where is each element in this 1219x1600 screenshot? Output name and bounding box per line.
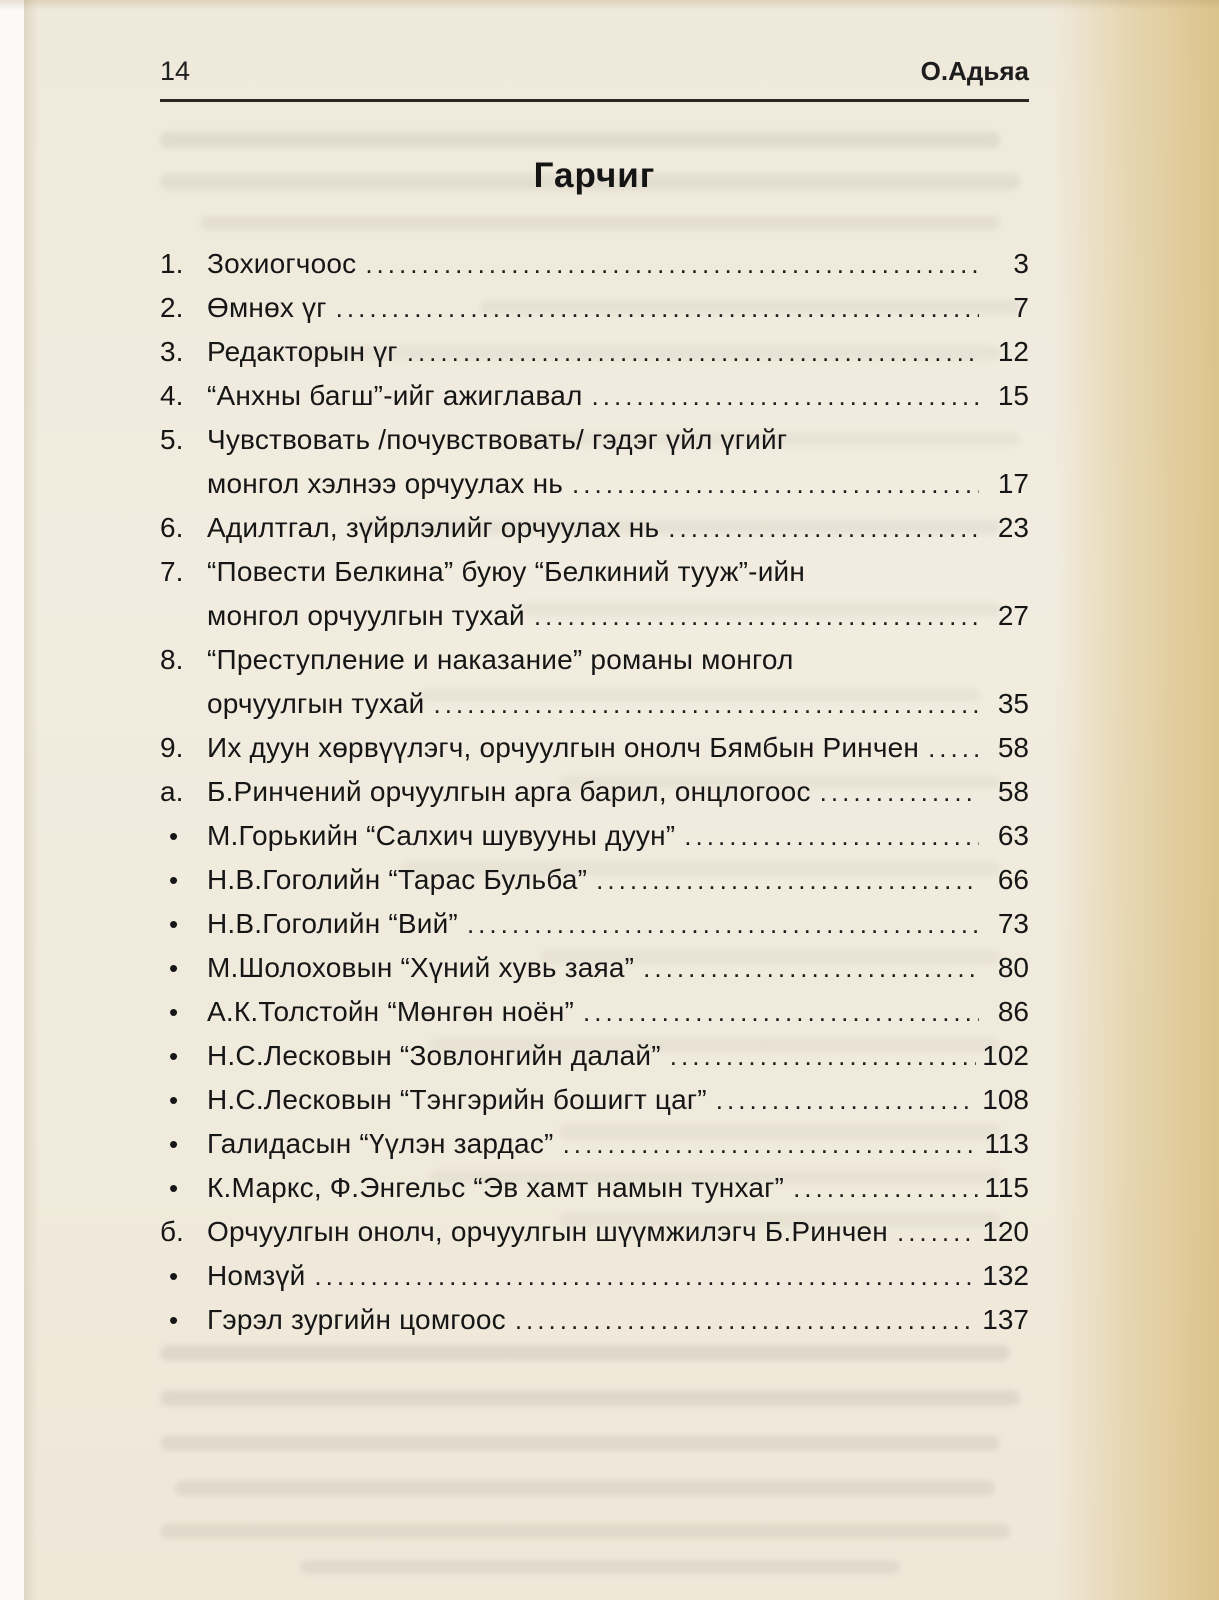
- bullet-icon: •: [169, 1129, 179, 1159]
- toc-entry-line: [160, 380, 1029, 424]
- entry-page-number: 15: [997, 380, 1029, 411]
- dot-leader: [534, 600, 979, 632]
- entry-text: А.К.Толстойн “Мөнгөн ноён”: [207, 996, 575, 1027]
- toc-title: Гарчиг: [533, 156, 656, 195]
- entry-page-number: 86: [997, 996, 1029, 1027]
- entry-page-number: 23: [997, 512, 1029, 543]
- dot-leader: [668, 512, 979, 544]
- bleed-through-artifact: [300, 1560, 900, 1574]
- book-gutter-band: [1054, 0, 1219, 1600]
- dot-leader: [407, 336, 979, 368]
- entry-text: Н.С.Лесковын “Зовлонгийн далай”: [207, 1040, 661, 1071]
- entry-text: Гэрэл зургийн цомгоос: [207, 1304, 506, 1335]
- toc-entry-line: [160, 1040, 1029, 1084]
- entry-text: Н.В.Гоголийн “Вий”: [207, 908, 458, 939]
- bullet-icon: •: [169, 997, 179, 1027]
- toc-entry-line: [160, 776, 1029, 820]
- bullet-icon: •: [169, 1261, 179, 1291]
- dot-leader: [314, 1260, 976, 1292]
- toc-entry-line: [160, 644, 1029, 688]
- toc-entry-line: [160, 556, 1029, 600]
- dot-leader: [596, 864, 979, 896]
- running-head-author: О.Адьяа: [920, 56, 1029, 86]
- entry-page-number: 102: [982, 1040, 1029, 1071]
- dot-leader: [433, 688, 979, 720]
- dot-leader: [563, 1128, 979, 1160]
- entry-page-number: 80: [997, 952, 1029, 983]
- dot-leader: [897, 1216, 976, 1248]
- entry-page-number: 66: [997, 864, 1029, 895]
- toc-entry-line: [160, 424, 1029, 468]
- bleed-through-artifact: [160, 1435, 1000, 1451]
- bullet-icon: •: [169, 1085, 179, 1115]
- entry-page-number: 58: [997, 732, 1029, 763]
- entry-page-number: 17: [997, 468, 1029, 499]
- entry-text: монгол хэлнээ орчуулах нь: [207, 468, 564, 499]
- entry-marker: б.: [160, 1216, 184, 1247]
- entry-page-number: 137: [982, 1304, 1029, 1335]
- entry-text: “Анхны багш”-ийг ажиглавал: [207, 380, 583, 411]
- entry-text: Номзүй: [207, 1260, 306, 1291]
- bleed-through-artifact: [160, 1523, 1010, 1539]
- toc-entry-line: [160, 468, 1029, 512]
- entry-page-number: 108: [982, 1084, 1029, 1115]
- bullet-icon: •: [169, 953, 179, 983]
- toc-entry-line: [160, 952, 1029, 996]
- entry-marker: 2.: [160, 292, 184, 323]
- toc-entry-line: [160, 1172, 1029, 1216]
- toc-list: [160, 248, 1029, 1348]
- entry-page-number: 27: [997, 600, 1029, 631]
- entry-page-number: 12: [997, 336, 1029, 367]
- dot-leader: [716, 1084, 977, 1116]
- entry-page-number: 7: [1013, 292, 1029, 323]
- bleed-through-artifact: [160, 1390, 1020, 1406]
- dot-leader: [928, 732, 979, 764]
- entry-text: Б.Ринчений орчуулгын арга барил, онцлогоос: [207, 776, 811, 807]
- entry-page-number: 73: [997, 908, 1029, 939]
- entry-marker: 3.: [160, 336, 184, 367]
- toc-entry-line: [160, 688, 1029, 732]
- toc-entry-line: [160, 864, 1029, 908]
- entry-marker: а.: [160, 776, 184, 807]
- entry-marker: 9.: [160, 732, 184, 763]
- page-header: [160, 56, 1029, 102]
- bullet-icon: •: [169, 1173, 179, 1203]
- entry-text: Галидасын “Үүлэн зардас”: [207, 1128, 554, 1159]
- toc-entry-line: [160, 600, 1029, 644]
- entry-page-number: 3: [1013, 248, 1029, 279]
- dot-leader: [793, 1172, 978, 1204]
- dot-leader: [336, 292, 979, 324]
- toc-entry-line: [160, 336, 1029, 380]
- entry-text: Чувствовать /почувствовать/ гэдэг үйл үгийг: [207, 424, 788, 455]
- dot-leader: [670, 1040, 977, 1072]
- page-content: [160, 56, 1029, 1348]
- entry-marker: 8.: [160, 644, 184, 675]
- entry-text: “Повести Белкина” буюу “Белкиний тууж”-ийн: [207, 556, 806, 587]
- entry-text: монгол орчуулгын тухай: [207, 600, 525, 631]
- toc-entry-line: [160, 1084, 1029, 1128]
- toc-entry-line: [160, 820, 1029, 864]
- toc-entry-line: [160, 1260, 1029, 1304]
- entry-page-number: 132: [982, 1260, 1029, 1291]
- entry-text: Зохиогчоос: [207, 248, 357, 279]
- entry-marker: 4.: [160, 380, 184, 411]
- toc-entry-line: [160, 1216, 1029, 1260]
- entry-page-number: 115: [984, 1172, 1029, 1203]
- entry-text: Редакторын үг: [207, 336, 398, 367]
- entry-page-number: 35: [997, 688, 1029, 719]
- bullet-icon: •: [169, 909, 179, 939]
- folio-page-number: 14: [160, 56, 191, 86]
- entry-text: орчуулгын тухай: [207, 688, 425, 719]
- dot-leader: [583, 996, 979, 1028]
- entry-text: Орчуулгын онолч, орчуулгын шүүмжилэгч Б.Ринчен: [207, 1216, 888, 1247]
- toc-entry-line: [160, 512, 1029, 556]
- scan-edge-left-shadow: [24, 0, 38, 1600]
- scan-edge-left: [0, 0, 24, 1600]
- toc-entry-line: [160, 1304, 1029, 1348]
- toc-entry-line: [160, 292, 1029, 336]
- dot-leader: [592, 380, 979, 412]
- entry-text: Н.С.Лесковын “Тэнгэрийн бошигт цаг”: [207, 1084, 707, 1115]
- entry-page-number: 63: [997, 820, 1029, 851]
- entry-text: Өмнөх үг: [207, 292, 327, 323]
- entry-text: Адилтгал, зүйрлэлийг орчуулах нь: [207, 512, 660, 543]
- entry-text: М.Шолоховын “Хүний хувь заяа”: [207, 952, 635, 983]
- toc-entry-line: [160, 732, 1029, 776]
- entry-page-number: 58: [997, 776, 1029, 807]
- scan-edge-top: [0, 0, 1219, 10]
- dot-leader: [365, 248, 979, 280]
- bleed-through-artifact: [175, 1480, 995, 1496]
- bullet-icon: •: [169, 1305, 179, 1335]
- bullet-icon: •: [169, 1041, 179, 1071]
- dot-leader: [515, 1304, 976, 1336]
- entry-page-number: 113: [984, 1128, 1029, 1159]
- entry-marker: 7.: [160, 556, 184, 587]
- entry-marker: 1.: [160, 248, 184, 279]
- toc-entry-line: [160, 908, 1029, 952]
- dot-leader: [820, 776, 979, 808]
- toc-entry-line: [160, 996, 1029, 1040]
- entry-marker: 6.: [160, 512, 184, 543]
- toc-entry-line: [160, 1128, 1029, 1172]
- dot-leader: [572, 468, 979, 500]
- entry-page-number: 120: [982, 1216, 1029, 1247]
- entry-text: Н.В.Гоголийн “Тарас Бульба”: [207, 864, 588, 895]
- toc-entry-line: [160, 248, 1029, 292]
- entry-text: Их дуун хөрвүүлэгч, орчуулгын онолч Бямбын Ринчен: [207, 732, 920, 763]
- bullet-icon: •: [169, 865, 179, 895]
- entry-marker: 5.: [160, 424, 184, 455]
- dot-leader: [684, 820, 979, 852]
- bullet-icon: •: [169, 821, 179, 851]
- dot-leader: [643, 952, 979, 984]
- entry-text: М.Горькийн “Салхич шувууны дуун”: [207, 820, 676, 851]
- dot-leader: [467, 908, 979, 940]
- entry-text: К.Маркс, Ф.Энгельс “Эв хамт намын тунхаг”: [207, 1172, 785, 1203]
- entry-text: “Преступление и наказание” романы монгол: [207, 644, 794, 675]
